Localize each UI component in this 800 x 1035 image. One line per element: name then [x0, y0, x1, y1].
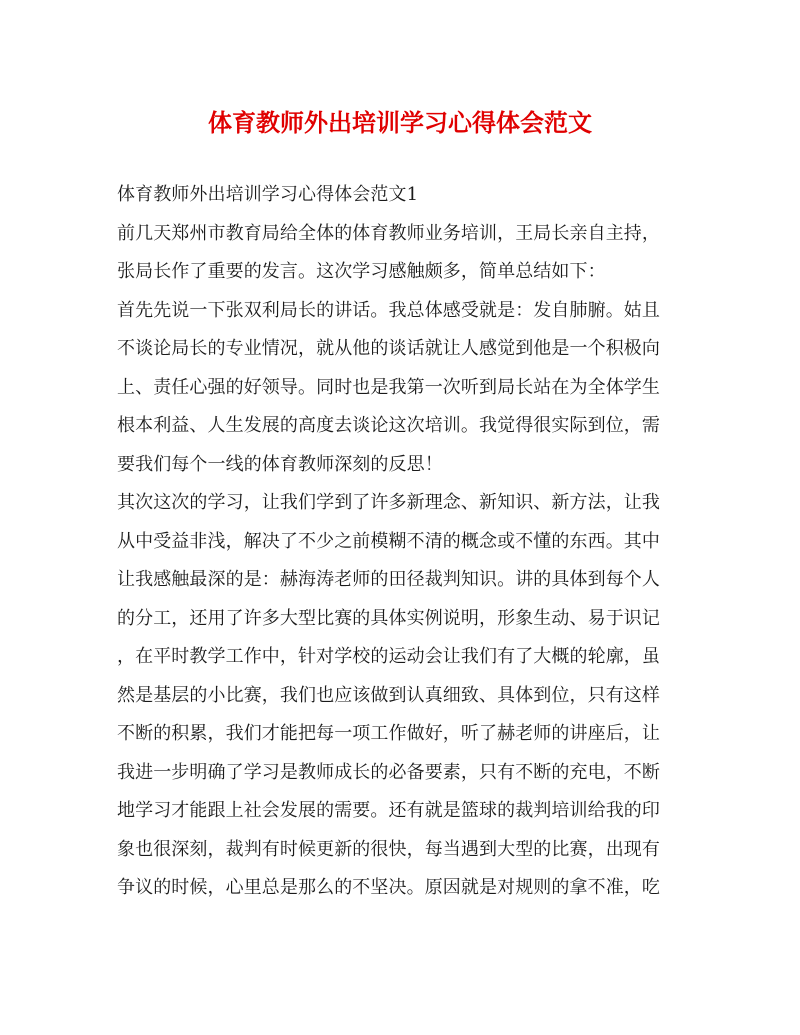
body-text-line: 前几天郑州市教育局给全体的体育教师业务培训，王局长亲自主持， [117, 222, 660, 244]
body-text-line: 要我们每个一线的体育教师深刻的反思！ [117, 453, 443, 475]
body-text-line: 争议的时候，心里总是那么的不坚决。原因就是对规则的拿不准，吃 [117, 877, 660, 898]
body-text-line: ，在平时教学工作中，针对学校的运动会让我们有了大概的轮廓，虽 [117, 646, 660, 667]
body-text-line: 地学习才能跟上社会发展的需要。还有就是篮球的裁判培训给我的印 [117, 800, 660, 821]
body-text-line: 上、责任心强的好领导。同时也是我第一次听到局长站在为全体学生 [117, 376, 660, 398]
body-text-line: 不谈论局长的专业情况，就从他的谈话就让人感觉到他是一个积极向 [117, 338, 660, 359]
body-text-line: 张局长作了重要的发言。这次学习感触颇多，简单总结如下： [117, 261, 606, 282]
body-text-line: 让我感触最深的是：赫海涛老师的田径裁判知识。讲的具体到每个人 [117, 569, 660, 590]
body-text-line: 然是基层的小比赛，我们也应该做到认真细致、具体到位，只有这样 [117, 684, 660, 706]
section-heading: 体育教师外出培训学习心得体会范文1 [117, 184, 419, 205]
body-text-line: 首先先说一下张双利局长的讲话。我总体感受就是：发自肺腑。姑且 [117, 299, 660, 321]
body-text-line: 我进一步明确了学习是教师成长的必备要素，只有不断的充电，不断 [117, 761, 660, 783]
document-body [117, 176, 677, 908]
body-text-line: 从中受益非浅，解决了不少之前模糊不清的概念或不懂的东西。其中 [117, 530, 660, 552]
body-text-line: 象也很深刻，裁判有时候更新的很快，每当遇到大型的比赛，出现有 [117, 838, 660, 860]
body-text-line: 其次这次的学习，让我们学到了许多新理念、新知识、新方法，让我 [117, 492, 660, 513]
body-text-line: 不断的积累，我们才能把每一项工作做好，听了赫老师的讲座后，让 [117, 723, 660, 744]
body-text-line: 的分工，还用了许多大型比赛的具体实例说明，形象生动、易于识记 [117, 607, 660, 629]
body-text-line: 根本利益、人生发展的高度去谈论这次培训。我觉得很实际到位，需 [117, 415, 660, 436]
document-title: 体育教师外出培训学习心得体会范文 [208, 108, 592, 137]
